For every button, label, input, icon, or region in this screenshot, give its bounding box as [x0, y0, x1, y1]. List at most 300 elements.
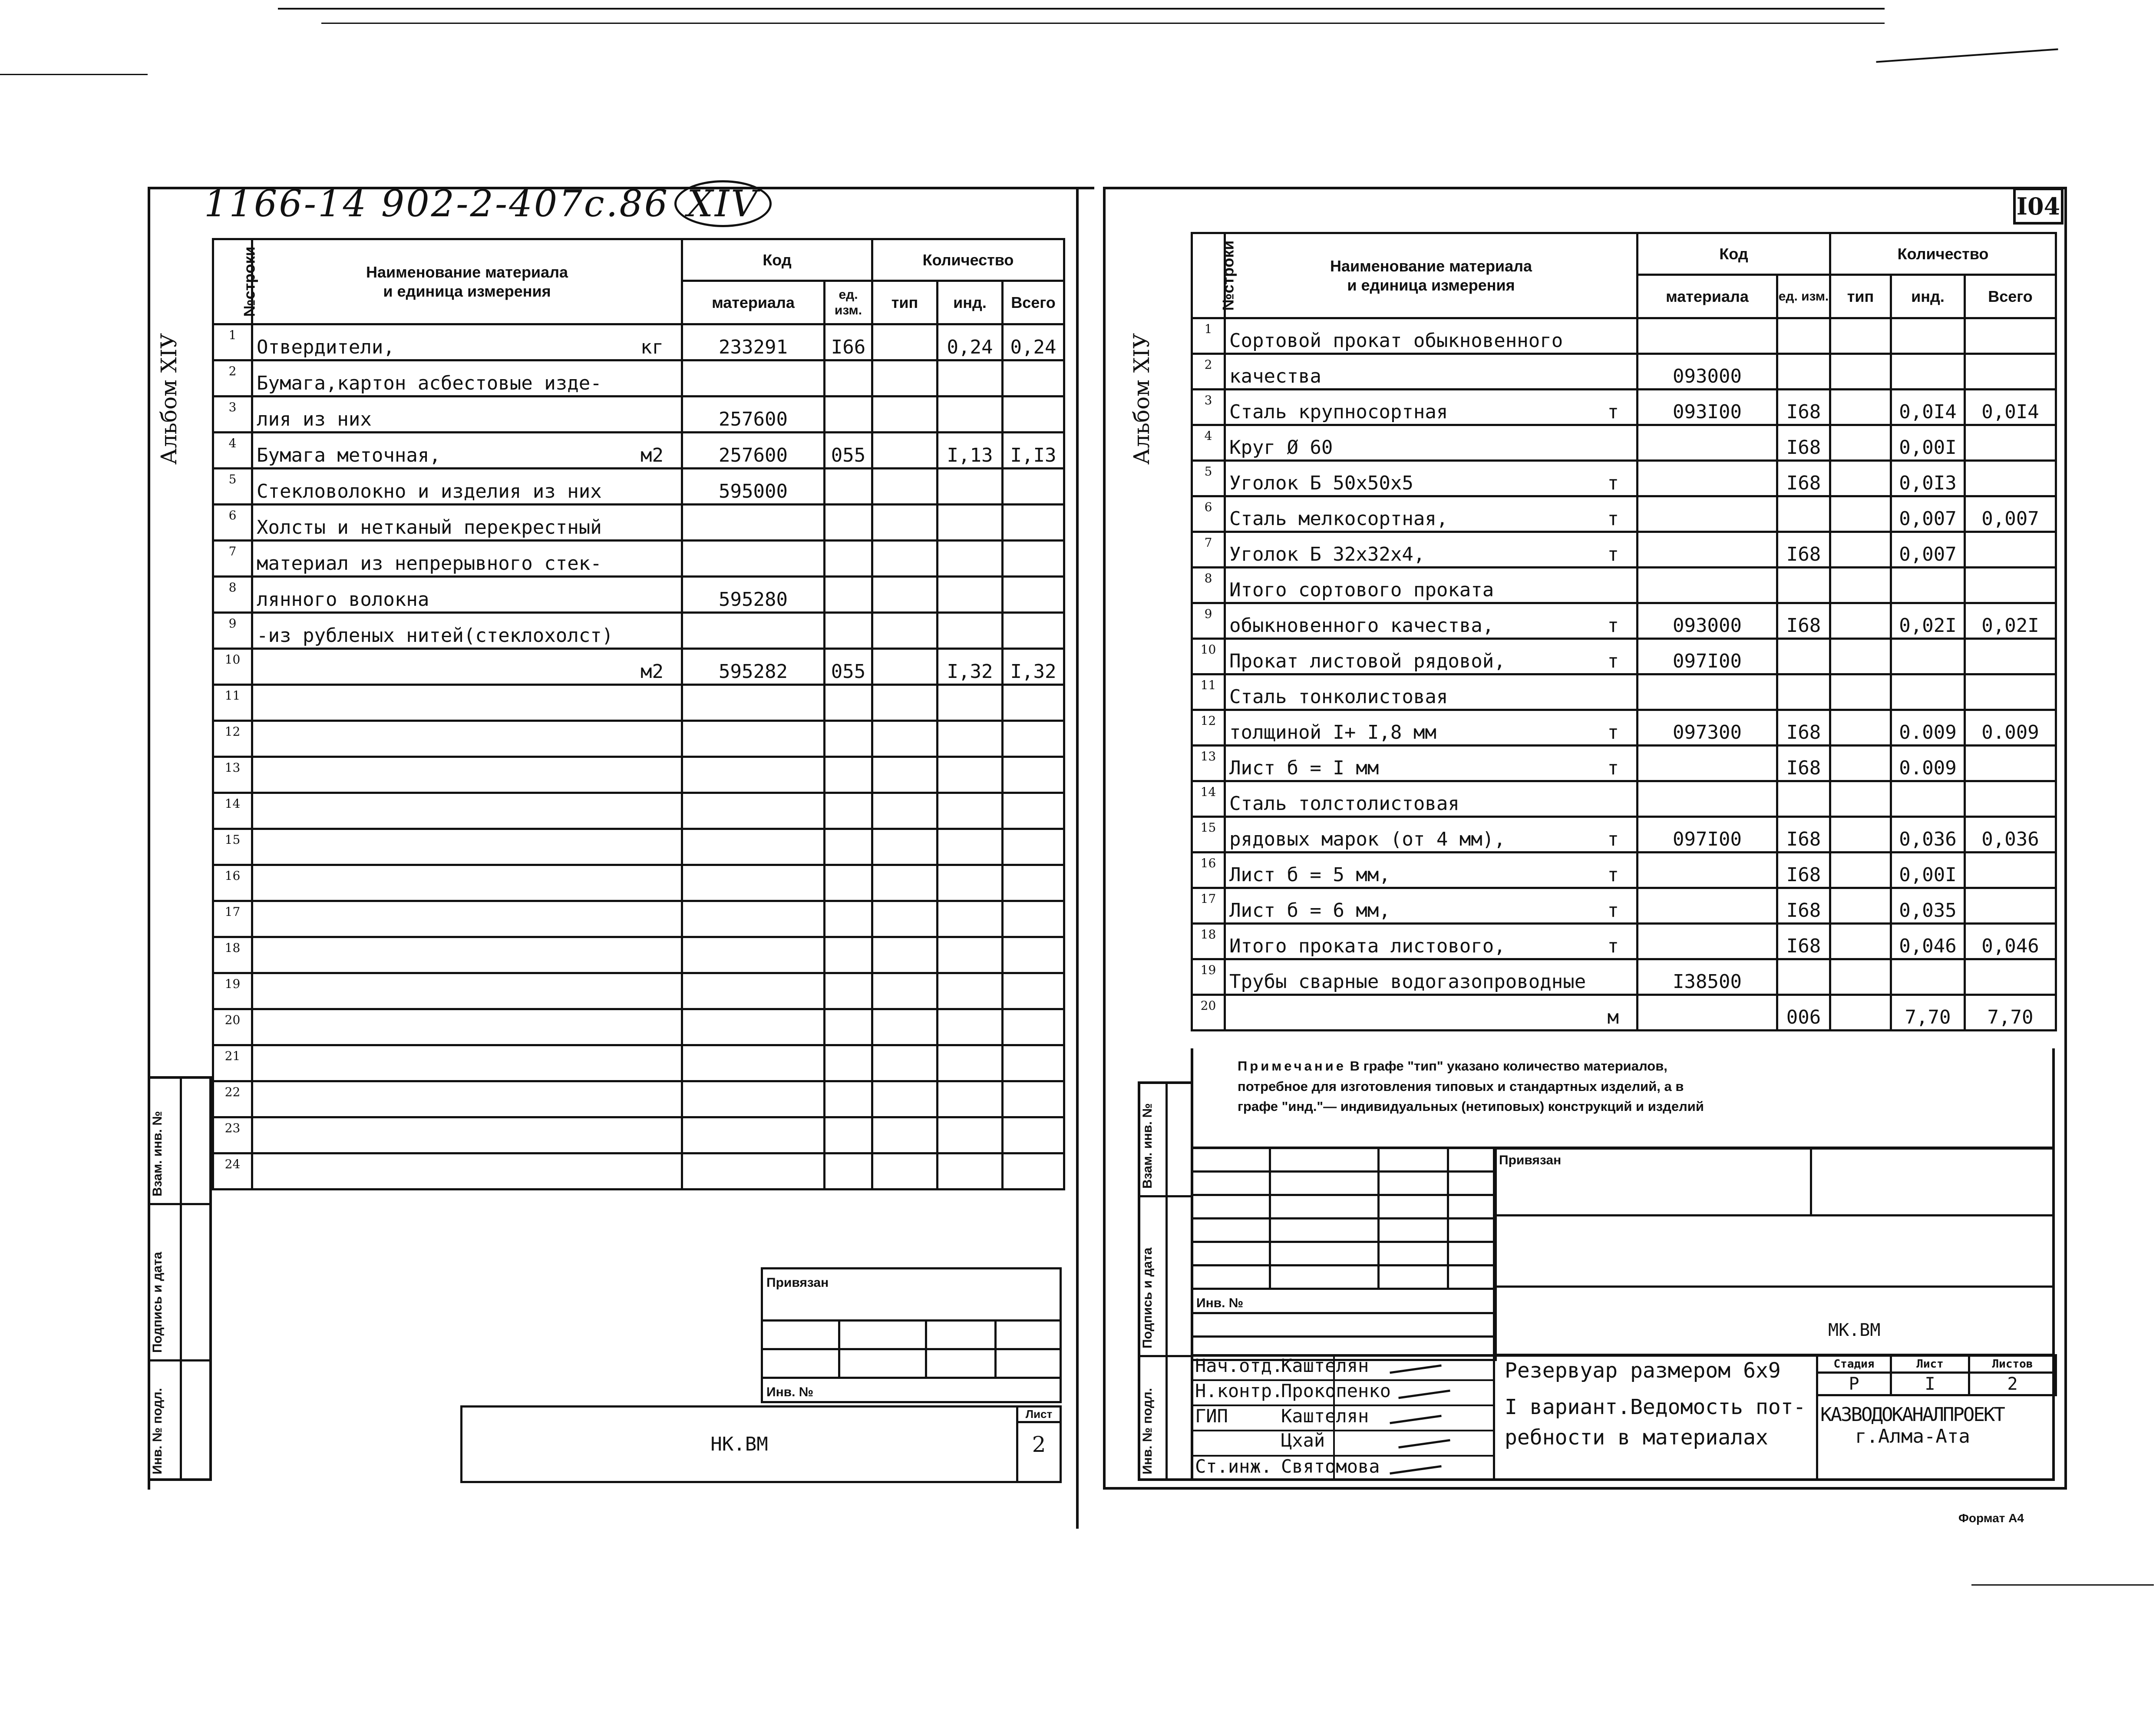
qty-total [1003, 613, 1064, 649]
stamp-divider [1493, 1214, 2055, 1216]
qty-ind: I,13 [938, 433, 1003, 469]
table-row [213, 577, 1064, 613]
row-number: 4 [1192, 425, 1225, 461]
row-number: 20 [213, 1009, 252, 1045]
qty-total [1003, 360, 1064, 397]
header-qty-ind: инд. [1891, 275, 1965, 318]
unit-code [1777, 354, 1830, 390]
material-code [682, 829, 825, 865]
qty-total [1965, 318, 2056, 354]
material-name-text: рядовых марок (от 4 мм), [1229, 828, 1506, 850]
unit-code [825, 973, 872, 1009]
row-number: 12 [213, 721, 252, 757]
qty-type [1830, 425, 1891, 461]
qty-total [1003, 721, 1064, 757]
qty-total [1003, 1045, 1064, 1081]
linked-label: Привязан [766, 1276, 829, 1290]
unit-code [825, 793, 872, 829]
table-row [213, 901, 1064, 937]
qty-type [872, 829, 938, 865]
measure-unit: т [1607, 721, 1619, 744]
qty-ind [938, 721, 1003, 757]
side-label-inv-original: Инв. № подл. [150, 1388, 165, 1474]
table-row [213, 1153, 1064, 1190]
qty-ind: 0.009 [1891, 710, 1965, 746]
row-number: 16 [213, 865, 252, 901]
qty-type [1830, 318, 1891, 354]
unit-code [825, 685, 872, 721]
row-number: 11 [213, 685, 252, 721]
qty-type [1830, 710, 1891, 746]
material-name [252, 1153, 682, 1190]
row-number: 2 [1192, 354, 1225, 390]
qty-ind: 0,007 [1891, 496, 1965, 532]
qty-total [1003, 757, 1064, 793]
table-row [1192, 888, 2056, 924]
table-row [1192, 318, 2056, 354]
signature-name: Каштелян [1281, 1355, 1369, 1376]
table-row [213, 973, 1064, 1009]
material-name-text: лянного волокна [257, 588, 429, 611]
unit-code: I68 [1777, 425, 1830, 461]
qty-type [872, 1117, 938, 1153]
table-row [1192, 425, 2056, 461]
row-number: 5 [1192, 461, 1225, 496]
material-code: 257600 [682, 397, 825, 433]
table-row [1192, 710, 2056, 746]
unit-code [1777, 568, 1830, 603]
qty-ind [938, 613, 1003, 649]
table-row [1192, 568, 2056, 603]
scan-edge-line [0, 74, 148, 75]
qty-total: I,I3 [1003, 433, 1064, 469]
unit-code [825, 577, 872, 613]
measure-unit: м2 [641, 661, 664, 683]
row-number: 8 [1192, 568, 1225, 603]
qty-total [1965, 674, 2056, 710]
qty-ind: 0,036 [1891, 817, 1965, 853]
material-name-text: Лист б = 6 мм, [1229, 899, 1390, 922]
material-code [1638, 995, 1777, 1031]
qty-total [1003, 1009, 1064, 1045]
doc-code-right: МК.ВМ [1828, 1320, 1881, 1340]
material-code [1638, 888, 1777, 924]
qty-type [1830, 390, 1891, 425]
material-name [252, 469, 682, 505]
material-name [252, 649, 682, 685]
stamp-divider [1191, 1430, 1495, 1431]
material-name-text: Прокат листовой рядовой, [1229, 650, 1506, 672]
material-code [682, 1153, 825, 1190]
qty-type [1830, 853, 1891, 888]
material-code [682, 1117, 825, 1153]
material-name [1225, 532, 1638, 568]
material-name [252, 1081, 682, 1117]
row-number: 9 [213, 613, 252, 649]
table-row [1192, 496, 2056, 532]
header-qty-ind: инд. [938, 281, 1003, 324]
unit-code [825, 865, 872, 901]
stage-label: Стадия [1817, 1355, 1891, 1373]
qty-ind [938, 397, 1003, 433]
table-row [213, 1009, 1064, 1045]
material-code [682, 1009, 825, 1045]
qty-total [1965, 746, 2056, 781]
qty-ind [938, 577, 1003, 613]
header-qty-type: тип [1830, 275, 1891, 318]
qty-type [1830, 461, 1891, 496]
material-code: 595282 [682, 649, 825, 685]
material-name-text: качества [1229, 365, 1321, 387]
unit-code [825, 1081, 872, 1117]
row-number: 1 [213, 324, 252, 360]
material-name [252, 865, 682, 901]
material-name [252, 937, 682, 973]
qty-type [872, 1081, 938, 1117]
material-name [1225, 888, 1638, 924]
material-code: 595280 [682, 577, 825, 613]
unit-code [825, 829, 872, 865]
material-name-text: Уголок Б 32х32х4, [1229, 543, 1425, 565]
table-row [213, 1117, 1064, 1153]
material-code: 093I00 [1638, 390, 1777, 425]
linked-label: Привязан [1499, 1153, 1562, 1167]
qty-total: 0,24 [1003, 324, 1064, 360]
qty-ind [1891, 354, 1965, 390]
row-number: 19 [213, 973, 252, 1009]
row-number: 11 [1192, 674, 1225, 710]
qty-type [872, 1153, 938, 1190]
measure-unit: т [1607, 401, 1619, 423]
qty-total [1965, 568, 2056, 603]
material-name-text: лия из них [257, 408, 372, 430]
qty-total [1965, 781, 2056, 817]
table-row [1192, 924, 2056, 959]
unit-code [825, 505, 872, 541]
material-code: 093000 [1638, 603, 1777, 639]
qty-total [1965, 532, 2056, 568]
unit-code: I66 [825, 324, 872, 360]
unit-code: I68 [1777, 853, 1830, 888]
qty-type [1830, 746, 1891, 781]
qty-ind: 0.009 [1891, 746, 1965, 781]
material-name-text: Сталь крупносортная [1229, 401, 1448, 423]
table-row [213, 685, 1064, 721]
material-name-text: толщиной I+ I,8 мм [1229, 721, 1436, 744]
sheet-label-right: Лист [1891, 1355, 1969, 1373]
unit-code: I68 [1777, 924, 1830, 959]
material-name [252, 757, 682, 793]
qty-ind: 0,00I [1891, 425, 1965, 461]
unit-code: I68 [1777, 461, 1830, 496]
material-name [252, 360, 682, 397]
material-name-text: -из рубленых нитей(стеклохолст) [257, 625, 614, 647]
material-name [252, 541, 682, 577]
row-number: 18 [1192, 924, 1225, 959]
qty-total [1003, 577, 1064, 613]
material-name [1225, 995, 1638, 1031]
material-name [252, 1045, 682, 1081]
qty-total [1965, 425, 2056, 461]
qty-ind: 0,24 [938, 324, 1003, 360]
qty-type [872, 397, 938, 433]
unit-code: I68 [1777, 746, 1830, 781]
row-number: 10 [213, 649, 252, 685]
material-name [1225, 781, 1638, 817]
unit-code: 055 [825, 433, 872, 469]
row-number: 19 [1192, 959, 1225, 995]
album-label-right: Альбом XIУ [1129, 333, 1154, 465]
unit-code [825, 397, 872, 433]
measure-unit: т [1607, 899, 1619, 922]
material-code [682, 793, 825, 829]
row-number: 20 [1192, 995, 1225, 1031]
qty-type [1830, 995, 1891, 1031]
qty-type [872, 649, 938, 685]
row-number: 10 [1192, 639, 1225, 674]
qty-type [1830, 674, 1891, 710]
material-name [252, 577, 682, 613]
material-code: 257600 [682, 433, 825, 469]
stamp-divider [1493, 1285, 2055, 1288]
row-number: 18 [213, 937, 252, 973]
measure-unit: т [1607, 650, 1619, 672]
stamp-divider [1810, 1147, 1812, 1214]
scan-edge-line [1971, 1584, 2154, 1586]
qty-ind [938, 685, 1003, 721]
material-name [1225, 496, 1638, 532]
material-name [1225, 318, 1638, 354]
qty-total: 0,0I4 [1965, 390, 2056, 425]
material-name [252, 1009, 682, 1045]
row-number: 8 [213, 577, 252, 613]
unit-code [825, 721, 872, 757]
material-name [1225, 959, 1638, 995]
material-name [1225, 746, 1638, 781]
measure-unit: т [1607, 864, 1619, 886]
sheet-value: I [1891, 1373, 1969, 1395]
header-qty-type: тип [872, 281, 938, 324]
table-row [1192, 817, 2056, 853]
material-name-text: материал из непрерывного стек- [257, 552, 602, 575]
scan-edge-line [1876, 48, 2058, 63]
header-code: Код [1638, 233, 1830, 275]
qty-total [1003, 505, 1064, 541]
material-name-text: Отвердители, [257, 336, 395, 358]
qty-total: 0,036 [1965, 817, 2056, 853]
qty-total [1965, 354, 2056, 390]
unit-code [825, 541, 872, 577]
row-number: 14 [1192, 781, 1225, 817]
table-row [213, 360, 1064, 397]
qty-total [1003, 541, 1064, 577]
material-code [682, 360, 825, 397]
org-city: г.Алма-Ата [1855, 1425, 1970, 1447]
measure-unit: т [1607, 615, 1619, 637]
format-label: Формат А4 [1958, 1511, 2024, 1525]
table-row [213, 613, 1064, 649]
qty-ind [938, 829, 1003, 865]
row-number: 4 [213, 433, 252, 469]
material-code: 097300 [1638, 710, 1777, 746]
measure-unit: т [1607, 472, 1619, 494]
material-name [1225, 568, 1638, 603]
material-name [1225, 817, 1638, 853]
material-name [252, 901, 682, 937]
qty-type [872, 757, 938, 793]
qty-total [1003, 685, 1064, 721]
qty-ind: 0,0I3 [1891, 461, 1965, 496]
qty-ind: I,32 [938, 649, 1003, 685]
material-name [252, 397, 682, 433]
table-row [1192, 390, 2056, 425]
material-name [1225, 853, 1638, 888]
table-row [213, 721, 1064, 757]
qty-total [1003, 1153, 1064, 1190]
unit-code [825, 613, 872, 649]
material-code [682, 937, 825, 973]
header-code-material: материала [1638, 275, 1777, 318]
material-code [682, 901, 825, 937]
qty-ind: 0,046 [1891, 924, 1965, 959]
material-name [252, 433, 682, 469]
material-code [1638, 746, 1777, 781]
qty-total [1965, 461, 2056, 496]
row-number: 22 [213, 1081, 252, 1117]
table-row [213, 1081, 1064, 1117]
material-name [1225, 603, 1638, 639]
row-number: 14 [213, 793, 252, 829]
qty-ind [938, 469, 1003, 505]
unit-code: I68 [1777, 710, 1830, 746]
header-code-material: материала [682, 281, 825, 324]
sheet-number-left: 2 [1032, 1432, 1046, 1457]
unit-code: I68 [1777, 603, 1830, 639]
header-code-unit: ед. изм. [825, 281, 872, 324]
qty-ind [938, 901, 1003, 937]
row-number: 6 [1192, 496, 1225, 532]
material-name-text: Холсты и нетканый перекрестный [257, 516, 602, 539]
measure-unit: т [1607, 543, 1619, 565]
material-name [252, 973, 682, 1009]
qty-total [1003, 829, 1064, 865]
material-code [1638, 425, 1777, 461]
measure-unit: т [1607, 828, 1619, 850]
material-code [682, 973, 825, 1009]
right-linked-grid [1191, 1147, 1497, 1361]
qty-type [1830, 354, 1891, 390]
row-number: 15 [213, 829, 252, 865]
qty-ind [938, 793, 1003, 829]
qty-type [1830, 959, 1891, 995]
qty-ind: 0,02I [1891, 603, 1965, 639]
material-code: I38500 [1638, 959, 1777, 995]
album-label-left: Альбом XIУ [156, 333, 182, 465]
fold-line [1076, 187, 1079, 1529]
row-number: 5 [213, 469, 252, 505]
unit-code [825, 757, 872, 793]
signature-name: Цхай [1281, 1430, 1325, 1451]
qty-type [872, 433, 938, 469]
side-label-replaced-inv: Взам. инв. № [1140, 1103, 1155, 1189]
row-number: 13 [1192, 746, 1225, 781]
unit-code: 055 [825, 649, 872, 685]
qty-ind: 0,035 [1891, 888, 1965, 924]
material-code [1638, 461, 1777, 496]
row-number: 15 [1192, 817, 1225, 853]
material-name [252, 829, 682, 865]
measure-unit: т [1607, 757, 1619, 779]
qty-type [872, 1009, 938, 1045]
row-number: 17 [213, 901, 252, 937]
measure-unit: м [1607, 1006, 1619, 1028]
material-code [1638, 674, 1777, 710]
material-name-text: Стекловолокно и изделия из них [257, 480, 602, 502]
material-code [682, 685, 825, 721]
material-name-text: Сталь тонколистовая [1229, 686, 1448, 708]
unit-code [825, 901, 872, 937]
qty-ind: 7,70 [1891, 995, 1965, 1031]
material-name [1225, 924, 1638, 959]
table-row [213, 937, 1064, 973]
unit-code: 006 [1777, 995, 1830, 1031]
table-row [213, 793, 1064, 829]
measure-unit: кг [641, 336, 664, 358]
row-number: 9 [1192, 603, 1225, 639]
material-name [1225, 710, 1638, 746]
qty-type [1830, 924, 1891, 959]
qty-total: I,32 [1003, 649, 1064, 685]
qty-ind [1891, 674, 1965, 710]
qty-ind: 0,00I [1891, 853, 1965, 888]
material-code: 233291 [682, 324, 825, 360]
table-row [213, 397, 1064, 433]
qty-total [1003, 901, 1064, 937]
handwritten-circled-mark: XIV [674, 180, 772, 227]
qty-type [872, 324, 938, 360]
qty-type [872, 613, 938, 649]
qty-type [872, 685, 938, 721]
qty-total [1003, 865, 1064, 901]
qty-ind [1891, 318, 1965, 354]
table-row [1192, 461, 2056, 496]
left-materials-table [212, 238, 1065, 1190]
unit-code [825, 1117, 872, 1153]
signature-role: Нач.отд. [1195, 1355, 1283, 1376]
unit-code [825, 1045, 872, 1081]
row-number: 6 [213, 505, 252, 541]
unit-code [825, 469, 872, 505]
material-code [1638, 568, 1777, 603]
table-row [1192, 995, 2056, 1031]
table-row [1192, 781, 2056, 817]
qty-type [1830, 817, 1891, 853]
row-number: 1 [1192, 318, 1225, 354]
qty-ind [938, 1081, 1003, 1117]
material-code [1638, 853, 1777, 888]
qty-type [1830, 568, 1891, 603]
qty-ind [1891, 639, 1965, 674]
table-row [1192, 532, 2056, 568]
material-code [1638, 781, 1777, 817]
material-code: 097I00 [1638, 817, 1777, 853]
header-material-name: Наименование материала и единица измерения [252, 239, 682, 324]
material-code [682, 613, 825, 649]
side-divider [180, 1076, 182, 1481]
qty-type [872, 360, 938, 397]
handwritten-doc-reference: 1166-14 902-2-407с.86 XIV [204, 180, 772, 227]
row-number: 12 [1192, 710, 1225, 746]
